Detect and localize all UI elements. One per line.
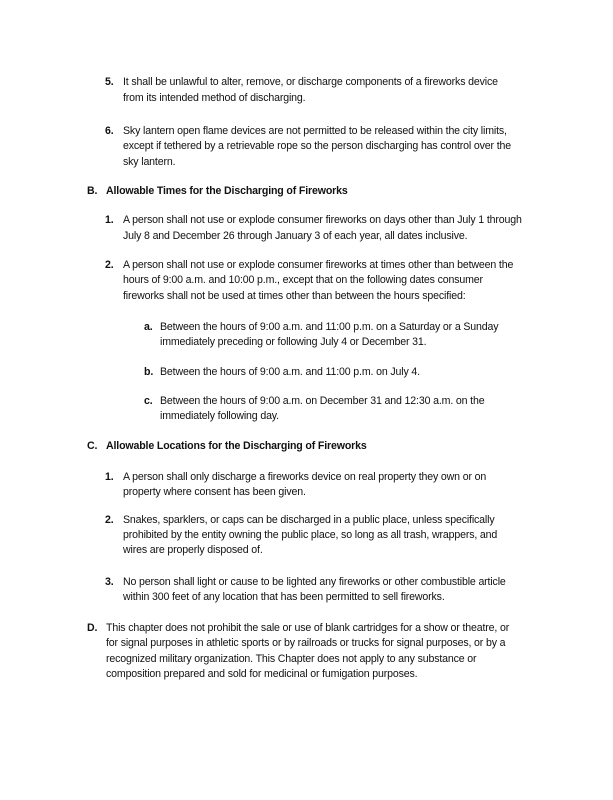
item-text-line: July 8 and December 26 through January 3 of each year, all dates inclusive.	[123, 230, 468, 242]
item-number: 1.	[105, 214, 114, 226]
item-number: 2.	[105, 514, 114, 526]
section-letter: D.	[87, 622, 98, 634]
item-text-line: A person shall not use or explode consumer fireworks at times other than between the	[123, 259, 514, 271]
item-text-line: It shall be unlawful to alter, remove, or discharge components of a fireworks device	[123, 76, 498, 88]
section-letter: C.	[87, 440, 98, 452]
item-text-line: sky lantern.	[123, 156, 176, 168]
item-text-line: except if tethered by a retrievable rope so the person discharging has control over the	[123, 140, 511, 152]
section-heading: Allowable Times for the Discharging of Fireworks	[106, 185, 348, 197]
section-heading: Allowable Locations for the Discharging of Fireworks	[106, 440, 367, 452]
section-text-line: for signal purposes in athletic sports or by railroads or trucks for signal purposes, or by a	[106, 637, 506, 649]
item-text-line: Sky lantern open flame devices are not permitted to be released within the city limits,	[123, 125, 507, 137]
item-number: c.	[144, 395, 153, 407]
item-text-line: immediately preceding or following July 4 or December 31.	[160, 336, 427, 348]
item-text-line: A person shall only discharge a fireworks device on real property they own or on	[123, 471, 487, 483]
item-text-line: Between the hours of 9:00 a.m. and 11:00 p.m. on a Saturday or a Sunday	[160, 321, 499, 333]
section-text-line: This chapter does not prohibit the sale or use of blank cartridges for a show or theatre, or	[106, 622, 510, 634]
item-text-line: within 300 feet of any location that has been permitted to sell fireworks.	[123, 591, 445, 603]
item-text-line: wires are properly disposed of.	[123, 544, 263, 556]
item-number: 2.	[105, 259, 114, 271]
item-number: 5.	[105, 76, 114, 88]
item-number: 6.	[105, 125, 114, 137]
item-text-line: Between the hours of 9:00 a.m. on December 31 and 12:30 a.m. on the	[160, 395, 485, 407]
item-text-line: property where consent has been given.	[123, 486, 306, 498]
item-text-line: from its intended method of discharging.	[123, 92, 306, 104]
item-text-line: No person shall light or cause to be lighted any fireworks or other combustible article	[123, 576, 506, 588]
item-number: b.	[144, 366, 154, 378]
section-letter: B.	[87, 185, 98, 197]
section-text-line: composition prepared and sold for medicinal or fumigation purposes.	[106, 668, 418, 680]
item-number: a.	[144, 321, 153, 333]
item-text-line: immediately following day.	[160, 410, 279, 422]
item-text-line: Snakes, sparklers, or caps can be discharged in a public place, unless specifically	[123, 514, 495, 526]
item-text-line: prohibited by the entity owning the public place, so long as all trash, wrappers, and	[123, 529, 498, 541]
item-number: 1.	[105, 471, 114, 483]
section-text-line: recognized military organization. This Chapter does not apply to any substance or	[106, 653, 477, 665]
item-text-line: fireworks shall not be used at times other than between the hours specified:	[123, 290, 466, 302]
item-text-line: Between the hours of 9:00 a.m. and 11:00 p.m. on July 4.	[160, 366, 420, 378]
item-number: 3.	[105, 576, 114, 588]
item-text-line: hours of 9:00 a.m. and 10:00 p.m., except that on the following dates consumer	[123, 274, 483, 286]
item-text-line: A person shall not use or explode consumer fireworks on days other than July 1 through	[123, 214, 522, 226]
